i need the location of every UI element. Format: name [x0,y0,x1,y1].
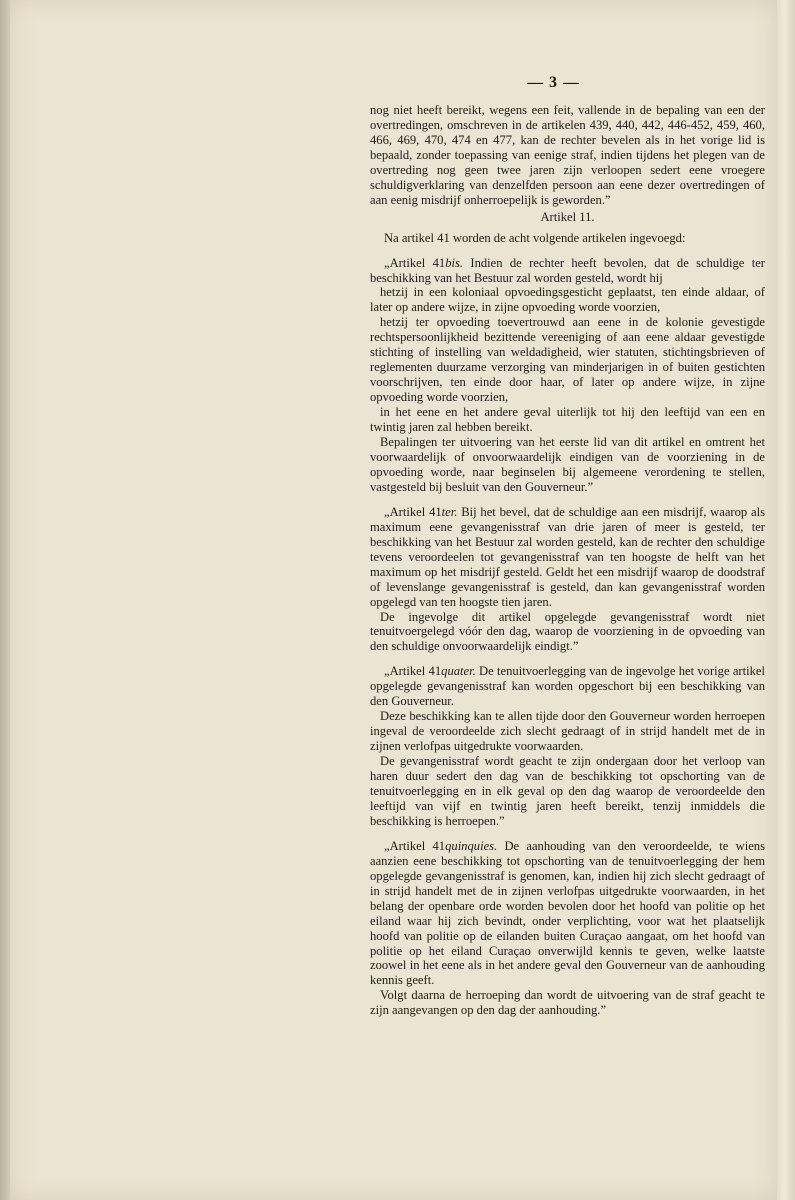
article-41bis-paragraph-2: Bepalingen ter uitvoering van het eerste lid van dit artikel en omtrent het voorwaardelijk of onvoorwaardelijk eindigen van de voorziening in de opvoeding worde, naar beginselen bij algemeene verordening te stellen, vastgesteld bij besluit van den Gouverneur.” [370,435,765,494]
article-41quater-paragraph-3: De gevangenisstraf wordt geacht te zijn ondergaan door het verloop van haren duur sedert den dag van de beschikking tot opschorting van de tenuitvoerlegging en in elk geval op den dag waarop de veroordeelde den leeftijd van vijf en twintig jaren heeft bereikt, tenzij inmiddels die beschikking is herroepen.” [370,754,765,828]
article-41quinquies-paragraph-2: Volgt daarna de herroeping dan wordt de uitvoering van de straf geacht te zijn aangevangen op den dag der aanhouding.” [370,988,765,1018]
article-41bis-label: „Artikel 41 [384,255,446,270]
article-41quinquies-text: De aanhouding van den veroordeelde, te wiens aanzien eene beschikking tot opschorting van de tenuitvoerlegging der hem opgelegde gevangenisstraf is genomen, kan, indien hij zich slecht gedraagt of in strijd handelt met de in zijnen verlofpas uitgedrukte voorwaarden, in het belang der openbare orde worden bevolen door het hoofd van politie op het eiland waar hij zich bevindt, onder verplichting, voor wat het plaatselijk hoofd van politie op de eilanden buiten Curaçao aangaat, om het hoofd van politie op het eiland Curaçao onverwijld kennis te geven, welke laatste zoowel in het eene als in het andere geval den Gouverneur van de aanhouding kennis geeft. [370,838,765,988]
article-41ter-text: Bij het bevel, dat de schuldige aan een misdrijf, waarop als maximum eene gevangenisstraf van drie jaren of meer is gesteld, ter beschikking van het Bestuur zal worden gesteld, kan de rechter den schuldige tevens veroordeelen tot gevangenisstraf van ten hoogste de helft van het maximum op het misdrijf gesteld. Geldt het een misdrijf waarop de doodstraf of levenslange gevangenisstraf is gesteld, dan kan gevangenisstraf worden opgelegd van ten hoogste tien jaren. [370,504,766,609]
paragraph-insertion-intro: Na artikel 41 worden de acht volgende artikelen ingevoegd: [384,230,686,245]
body-text [370,103,765,1018]
document-page [10,0,777,1200]
article-41quater-suffix: quater. [441,664,476,679]
article-41bis-text: Indien de rechter heeft bevolen, dat de schuldige ter beschikking van het Bestuur zal worden gesteld, wordt hij [370,255,765,285]
article-41ter-label: „Artikel 41 [384,504,442,519]
page-edge [777,0,795,1200]
article-41quater [370,664,765,709]
article-41quater-label: „Artikel 41 [384,664,442,679]
article-41bis-item-2: hetzij ter opvoeding toevertrouwd aan eene in de kolonie gevestigde rechtspersoonlijkheid bezittende vereeniging of aan eene aldaar gevestigde stichting of instelling van weldadigheid, wier statuten, stichtingsbrieven of reglementen duurzame verzorging van minderjarigen in of buiten gestichten voorschrijven, ten einde door haar, of later op andere wijze, in zijne opvoeding worde voorzien, [370,315,765,405]
article-41ter-paragraph-2: De ingevolge dit artikel opgelegde gevangenisstraf wordt niet tenuitvoergelegd vóór den dag, waarop de voorziening in de opvoeding van den schuldige onvoorwaardelijk eindigt.” [370,609,765,654]
article-41quater-paragraph-2: Deze beschikking kan te allen tijde door den Gouverneur worden herroepen ingeval de veroordeelde zich slecht gedraagt of in strijd handelt met de in zijnen verlofpas uitgedrukte voorwaarden. [370,709,765,754]
article-41quinquies-label: „Artikel 41 [384,838,446,853]
article-41bis-item-1: hetzij in een koloniaal opvoedingsgesticht geplaatst, ten einde aldaar, of later op andere wijze, in zijne opvoeding worde voorzien, [370,285,765,315]
article-41quinquies [370,839,765,989]
article-41bis-item-3: in het eene en het andere geval uiterlijk tot hij den leeftijd van een en twintig jaren zal hebben bereikt. [370,405,765,435]
heading-artikel-11: Artikel 11. [540,209,595,224]
paragraph-continuation: nog niet heeft bereikt, wegens een feit, vallende in de bepaling van een der overtredingen, omschreven in de artikelen 439, 440, 442, 446-452, 459, 460, 466, 469, 470, 474 en 477, kan de rechter bevelen als in het vorige lid is bepaald, zonder toepassing van eenige straf, indien tijdens het plegen van de overtreding nog geen twee jaren zijn verloopen sedert eene vroegere schuldigverklaring van denzelfden persoon aan eene dezer overtredingen of aan eenig misdrijf onherroepelijk is geworden.” [370,103,765,207]
article-41bis-suffix: bis. [445,255,464,270]
article-41quinquies-suffix: quinquies. [445,838,498,853]
article-41bis [370,256,765,286]
article-41quater-text: De tenuitvoerlegging van de ingevolge het vorige artikel opgelegde gevangenisstraf kan worden opgeschort bij een beschikking van den Gouverneur. [370,664,765,709]
article-41ter-suffix: ter. [441,504,458,519]
book-binding [0,0,10,1200]
page-number: — 3 — [527,74,580,91]
article-41ter [370,505,765,610]
